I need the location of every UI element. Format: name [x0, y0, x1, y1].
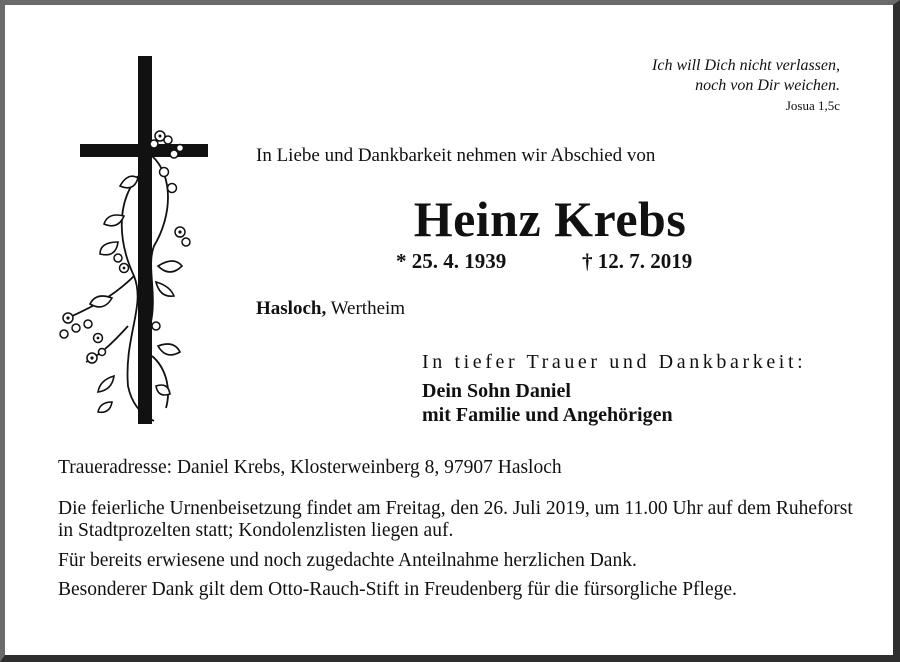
condolence-address: Traueradresse: Daniel Krebs, Klosterweinberg 8, 97907 Hasloch: [58, 457, 562, 478]
mourner-line-1: Dein Sohn Daniel: [422, 380, 571, 402]
quote-line-2: noch von Dir weichen.: [695, 77, 840, 94]
thanks-text: Für bereits erwiesene und noch zugedachte Anteilnahme herzlichen Dank.: [58, 550, 637, 571]
cross-with-flowers-icon: [54, 56, 214, 428]
quote-line-1: Ich will Dich nicht verlassen,: [652, 57, 840, 74]
birth-date: * 25. 4. 1939: [396, 249, 507, 273]
death-date: † 12. 7. 2019: [582, 249, 693, 273]
hometown-primary: Hasloch,: [256, 298, 327, 319]
mourner-line-2: mit Familie und Angehörigen: [422, 404, 673, 426]
mourners-label: In tiefer Trauer und Dankbarkeit:: [422, 351, 807, 373]
burial-info: Die feierliche Urnenbeisetzung findet am Freitag, den 26. Juli 2019, um 11.00 Uhr auf dem Ruheforst in Stadtprozelten statt; Kondolenzlisten liegen auf.: [58, 498, 853, 541]
hometown-secondary: Wertheim: [330, 298, 406, 319]
hometown: [256, 298, 405, 320]
bible-quote: [580, 56, 840, 96]
deceased-name: Heinz Krebs: [413, 191, 687, 247]
quote-reference: Josua 1,5c: [785, 98, 840, 113]
special-thanks-text: Besonderer Dank gilt dem Otto-Rauch-Stift in Freudenberg für die fürsorgliche Pflege.: [58, 579, 737, 600]
intro-text: In Liebe und Dankbarkeit nehmen wir Abschied von: [256, 145, 656, 166]
